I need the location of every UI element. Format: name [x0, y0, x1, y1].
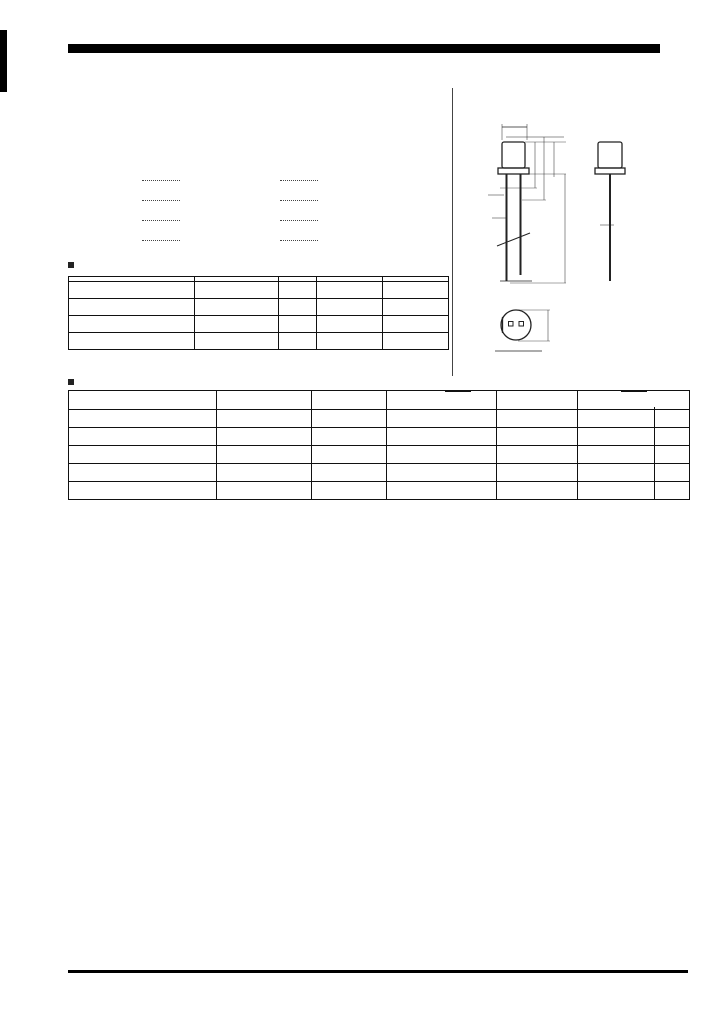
cell	[496, 446, 537, 464]
chart-wavelength-characteristics	[54, 766, 269, 964]
cell	[421, 428, 458, 446]
cell	[386, 464, 420, 482]
cell	[195, 282, 233, 299]
cell	[317, 316, 383, 333]
cell	[233, 282, 279, 299]
section-bullet	[68, 379, 74, 385]
cell	[348, 482, 387, 500]
cell	[655, 410, 690, 428]
cell	[537, 482, 578, 500]
cell	[69, 464, 164, 482]
part-list-row	[68, 216, 388, 236]
cell	[69, 333, 153, 350]
table-header-row	[69, 391, 690, 408]
cell	[311, 446, 348, 464]
table-row	[69, 333, 449, 350]
col-header-lp	[496, 391, 537, 408]
cell	[69, 428, 164, 446]
col-header	[217, 391, 312, 410]
cell	[195, 299, 233, 316]
cell	[348, 428, 387, 446]
cell	[578, 446, 615, 464]
cell	[614, 410, 655, 428]
part-list-header	[68, 161, 388, 176]
cell	[279, 333, 317, 350]
chart-forward-current-vs-ambient-temperature	[466, 750, 686, 962]
cell	[217, 410, 312, 428]
cell	[279, 282, 317, 299]
cell	[578, 410, 615, 428]
cell	[195, 333, 233, 350]
cell	[537, 428, 578, 446]
cell	[153, 282, 195, 299]
cell	[421, 464, 458, 482]
cell	[537, 464, 578, 482]
table-row	[69, 428, 690, 446]
dotted-leader	[142, 236, 180, 241]
cell	[421, 482, 458, 500]
cell	[233, 316, 279, 333]
section-title-abs-max	[68, 257, 81, 275]
cell	[153, 333, 195, 350]
cell	[383, 333, 449, 350]
cell	[655, 464, 690, 482]
cell	[496, 464, 537, 482]
cell	[217, 464, 312, 482]
cell	[163, 428, 217, 446]
section-bullet	[68, 262, 74, 268]
col-header	[163, 391, 217, 410]
electro-optical-table	[68, 390, 690, 500]
cell	[496, 482, 537, 500]
cell	[457, 446, 496, 464]
cell	[496, 410, 537, 428]
cell	[311, 428, 348, 446]
cell	[153, 316, 195, 333]
unit-row	[69, 482, 690, 500]
cell	[655, 428, 690, 446]
cell	[153, 299, 195, 316]
cell	[195, 316, 233, 333]
table-row	[69, 316, 449, 333]
cell	[348, 464, 387, 482]
cell	[386, 482, 420, 500]
col-header-dl	[537, 391, 578, 408]
cell	[317, 299, 383, 316]
part-number-list	[68, 161, 388, 256]
dotted-leader	[280, 196, 318, 201]
cell	[386, 446, 420, 464]
cell	[655, 446, 690, 464]
cell	[317, 333, 383, 350]
cell	[348, 410, 387, 428]
cell	[421, 410, 458, 428]
table-row	[69, 446, 690, 464]
dotted-leader	[280, 176, 318, 181]
cell	[217, 482, 312, 500]
cell	[578, 482, 615, 500]
dotted-leader	[142, 216, 180, 221]
cell	[348, 446, 387, 464]
cell	[383, 282, 449, 299]
cell	[386, 410, 420, 428]
cell	[421, 446, 458, 464]
cell	[163, 446, 217, 464]
cell	[383, 316, 449, 333]
footer-rule	[68, 970, 688, 973]
absolute-maximum-ratings-table	[68, 276, 449, 350]
table-row	[69, 464, 690, 482]
col-header	[69, 391, 164, 410]
cell	[578, 428, 615, 446]
dotted-leader	[280, 236, 318, 241]
cell	[317, 282, 383, 299]
cell	[457, 482, 496, 500]
cell	[383, 299, 449, 316]
cell	[233, 299, 279, 316]
cell	[69, 410, 164, 428]
col-header-vf	[421, 391, 496, 408]
cell	[457, 428, 496, 446]
cell	[69, 299, 153, 316]
dotted-leader	[142, 176, 180, 181]
chart-forward-current-vs-forward-voltage	[256, 524, 466, 732]
cell	[279, 316, 317, 333]
cell	[69, 482, 164, 500]
cell	[69, 316, 153, 333]
cell	[457, 410, 496, 428]
cell	[163, 410, 217, 428]
scan-edge-artifact	[0, 30, 7, 92]
cell	[614, 428, 655, 446]
cell	[69, 446, 164, 464]
chart-directive-characteristics	[250, 780, 490, 960]
cell	[311, 482, 348, 500]
table-row	[69, 299, 449, 316]
col-header-ir	[578, 391, 690, 408]
cell	[537, 446, 578, 464]
cell	[217, 428, 312, 446]
package-outline-drawing	[450, 85, 712, 377]
cell	[655, 482, 690, 500]
cell	[614, 464, 655, 482]
cell	[69, 282, 153, 299]
table-row	[69, 410, 690, 428]
cell	[537, 410, 578, 428]
cell	[163, 482, 217, 500]
cell	[311, 464, 348, 482]
part-list-row	[68, 196, 388, 216]
cell	[578, 464, 615, 482]
chart-luminous-intensity-vs-ambient-temperature	[467, 524, 685, 732]
cell	[217, 446, 312, 464]
cell	[163, 464, 217, 482]
part-list-row	[68, 176, 388, 196]
dotted-leader	[280, 216, 318, 221]
col-header	[386, 391, 420, 408]
cell	[233, 333, 279, 350]
cell	[386, 428, 420, 446]
table-row	[69, 282, 449, 299]
page-band	[68, 44, 660, 53]
chart-luminous-intensity-vs-forward-current	[50, 524, 265, 732]
cell	[614, 482, 655, 500]
cell	[279, 299, 317, 316]
part-list-row	[68, 236, 388, 256]
cell	[457, 464, 496, 482]
cell	[311, 410, 348, 428]
cell	[614, 446, 655, 464]
dotted-leader	[142, 196, 180, 201]
cell	[496, 428, 537, 446]
col-header-io	[311, 391, 386, 408]
